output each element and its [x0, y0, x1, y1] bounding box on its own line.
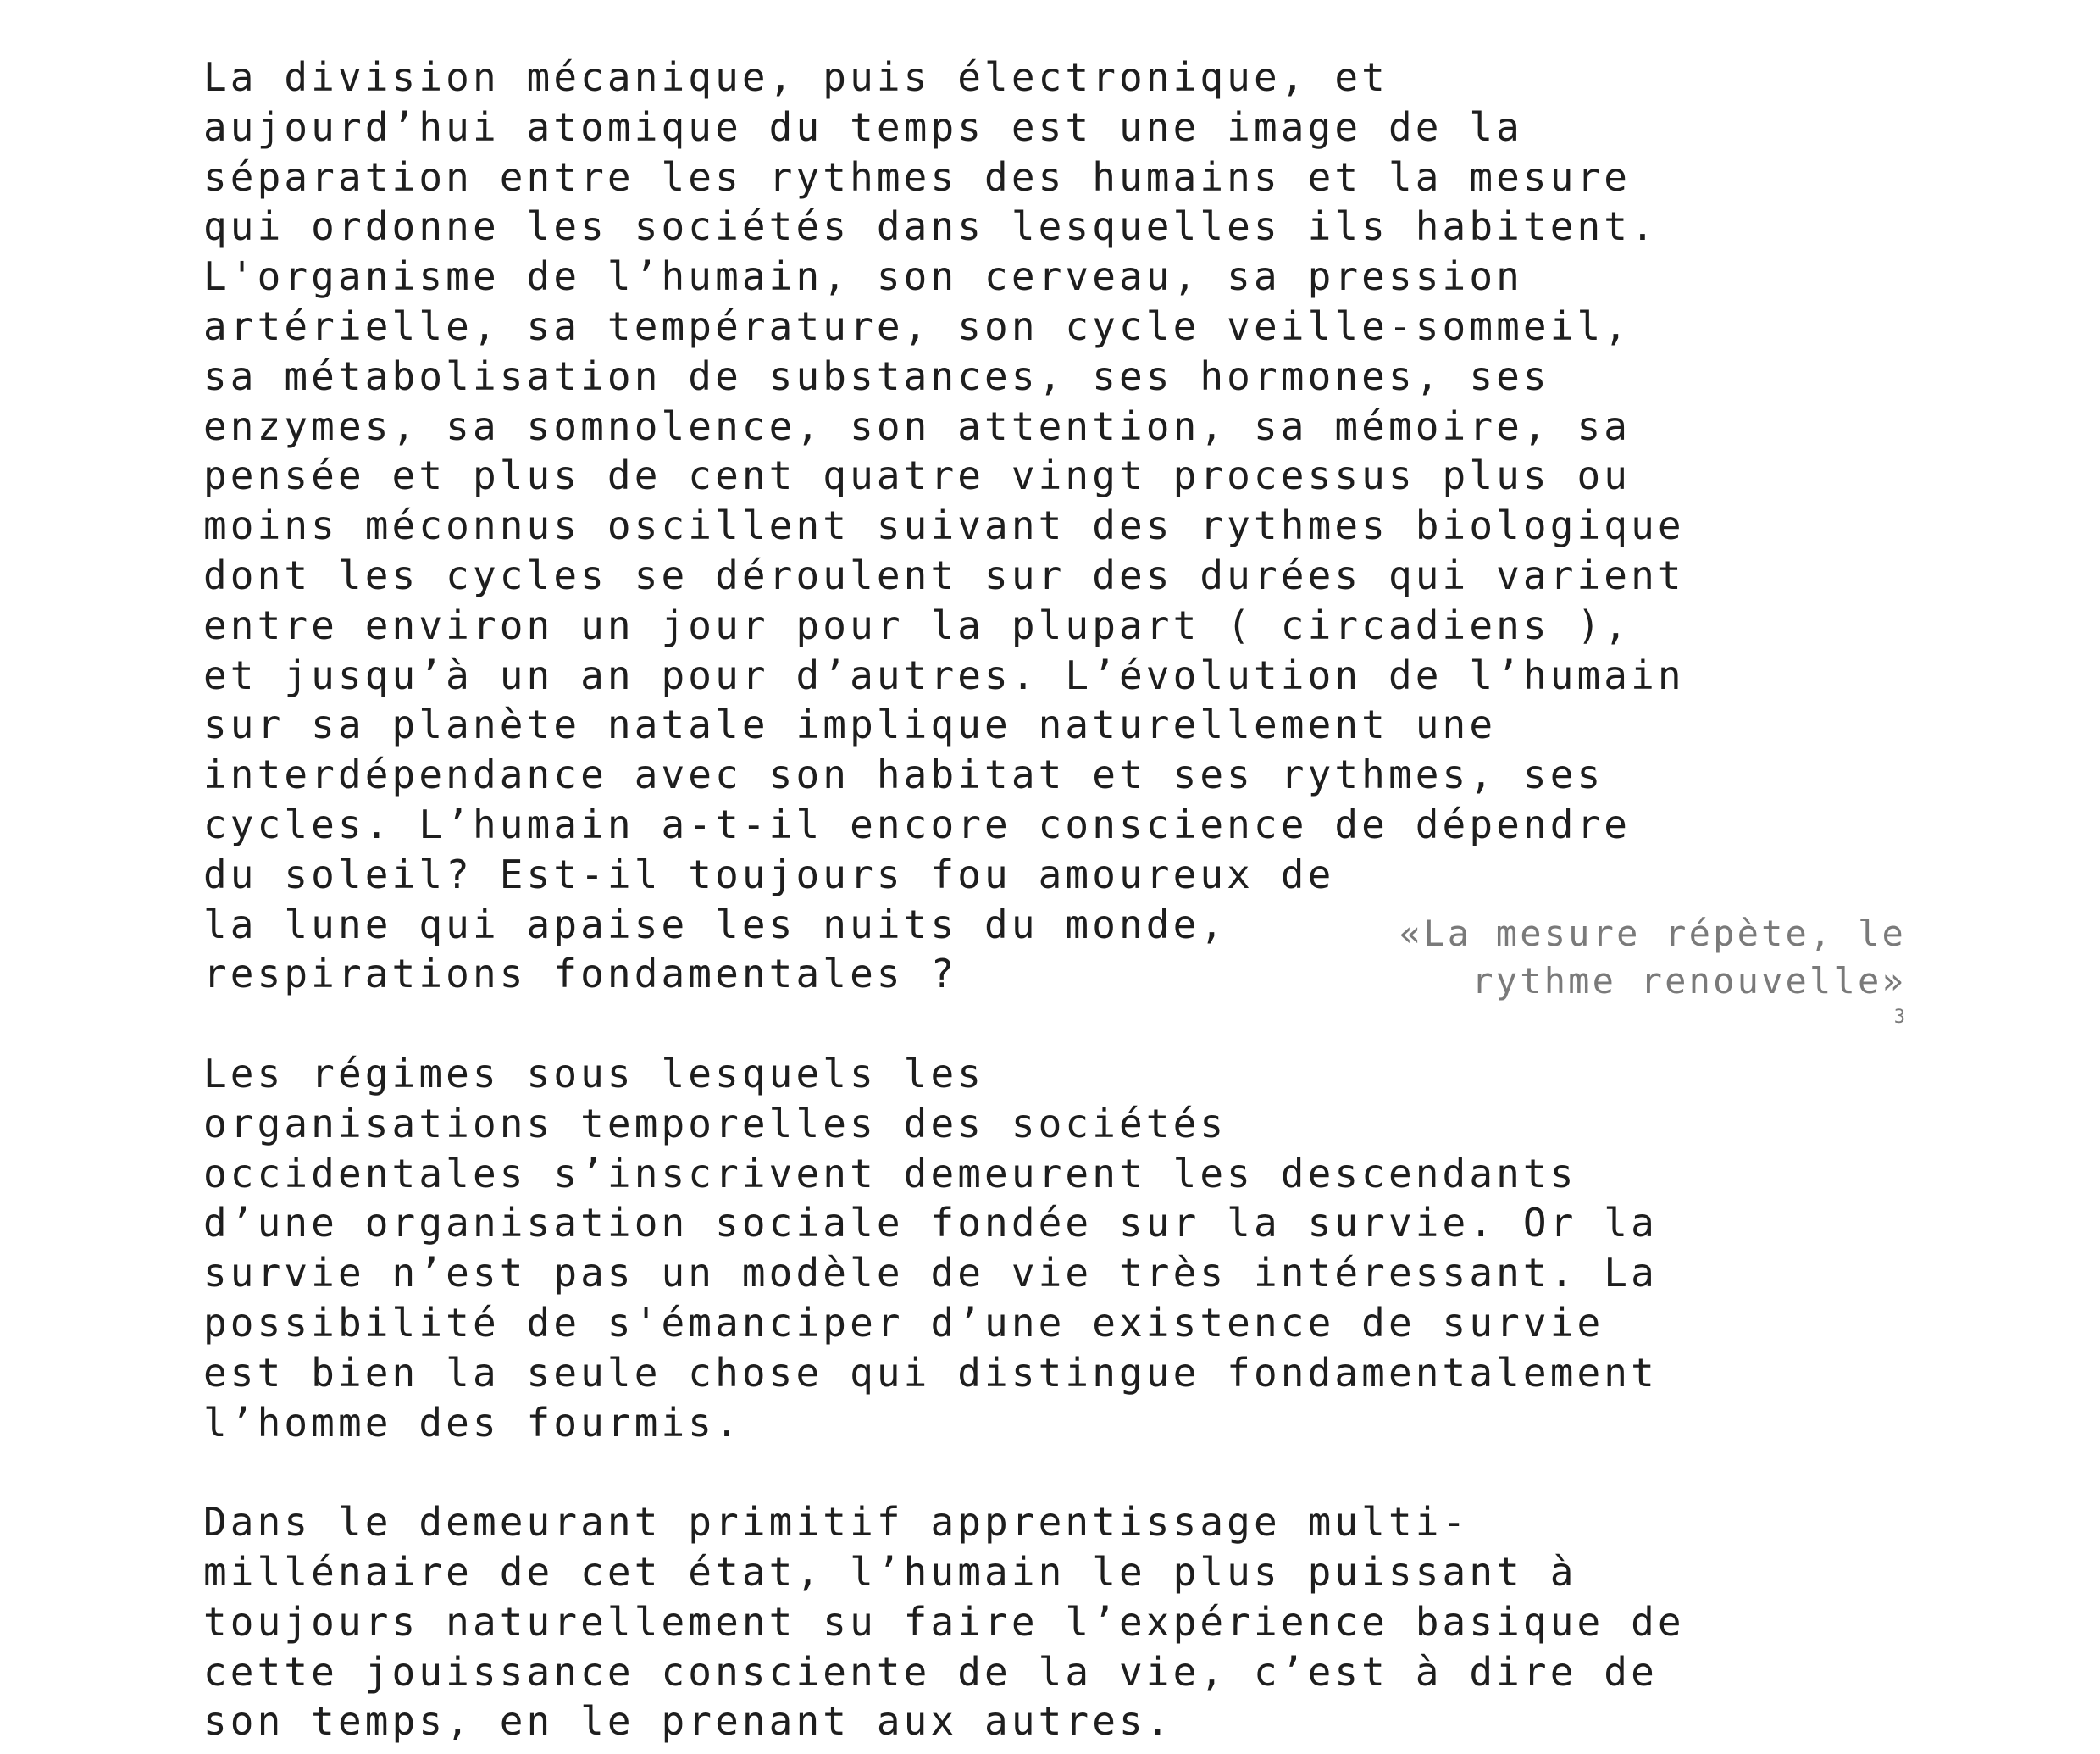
quote-line: «La mesure répète, le [1399, 913, 1906, 954]
margin-quote [1399, 910, 1906, 1029]
text-line: aujourd’hui atomique du temps est une image de la [203, 103, 1523, 150]
text-line: qui ordonne les sociétés dans lesquelles ils habitent. [203, 203, 1658, 250]
text-line: interdépendance avec son habitat et ses rythmes, ses [203, 752, 1604, 798]
text-line: l’homme des fourmis. [203, 1399, 742, 1446]
text-line: possibilité de s'émanciper d’une existence de survie [203, 1299, 1604, 1346]
text-line: cette jouissance consciente de la vie, c’est à dire de [203, 1648, 1658, 1695]
quote-line: rythme renouvelle» [1471, 960, 1906, 1002]
text-line: la lune qui apaise les nuits du monde, [203, 901, 1227, 947]
text-line: dont les cycles se déroulent sur des durées qui varient [203, 552, 1685, 598]
text-line: millénaire de cet état, l’humain le plus puissant à [203, 1548, 1577, 1595]
text-line: du soleil? Est-il toujours fou amoureux de [203, 851, 1335, 897]
text-line: artérielle, sa température, son cycle veille-sommeil, [203, 303, 1632, 349]
text-line: son temps, en le prenant aux autres. [203, 1698, 1173, 1745]
text-line: entre environ un jour pour la plupart ( circadiens ), [203, 602, 1632, 648]
text-line: d’une organisation sociale fondée sur la survie. Or la [203, 1200, 1658, 1246]
text-line: Dans le demeurant primitif apprentissage multi- [203, 1499, 1470, 1546]
text-line: sur sa planète natale implique naturellement une [203, 702, 1497, 748]
text-line: moins méconnus oscillent suivant des rythmes biologique [203, 502, 1685, 549]
text-line: séparation entre les rythmes des humains et la mesure [203, 153, 1632, 200]
text-line: et jusqu’à un an pour d’autres. L’évolution de l’humain [203, 652, 1685, 698]
text-line: Les régimes sous lesquels les [203, 1050, 985, 1096]
text-line: est bien la seule chose qui distingue fondamentalement [203, 1349, 1658, 1396]
paragraph-3 [203, 1497, 1694, 1746]
text-line: respirations fondamentales ? [203, 951, 958, 997]
text-line: survie n’est pas un modèle de vie très intéressant. La [203, 1250, 1658, 1296]
text-line: cycles. L’humain a-t-il encore conscience de dépendre [203, 801, 1632, 847]
paragraph-1 [203, 53, 1694, 999]
text-line: pensée et plus de cent quatre vingt processus plus ou [203, 452, 1632, 499]
text-line: La division mécanique, puis électronique, et [203, 54, 1388, 100]
footnote-number: 3 [1893, 1007, 1906, 1028]
text-line: enzymes, sa somnolence, son attention, sa mémoire, sa [203, 402, 1632, 449]
text-line: occidentales s’inscrivent demeurent les descendants [203, 1150, 1577, 1196]
text-line: organisations temporelles des sociétés [203, 1100, 1227, 1146]
body-text [203, 53, 1694, 1746]
text-line: toujours naturellement su faire l’expérience basique de [203, 1598, 1685, 1645]
paragraph-gap [203, 1447, 1694, 1497]
text-line: sa métabolisation de substances, ses hormones, ses [203, 352, 1550, 399]
paragraph-2 [203, 1049, 1694, 1447]
text-line: L'organisme de l’humain, son cerveau, sa pression [203, 253, 1523, 300]
